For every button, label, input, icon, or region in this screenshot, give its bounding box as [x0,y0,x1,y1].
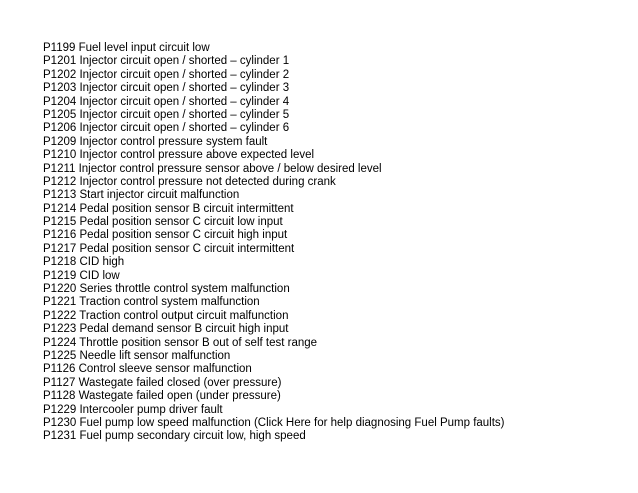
code-line: P1224 Throttle position sensor B out of self test range [43,336,318,349]
code-line: P1127 Wastegate failed closed (over pressure) [43,376,282,389]
code-line: P1217 Pedal position sensor C circuit intermittent [43,242,295,255]
code-line: P1202 Injector circuit open / shorted – cylinder 2 [43,68,290,81]
code-line: P1210 Injector control pressure above expected level [43,149,315,162]
code-line: P1225 Needle lift sensor malfunction [43,349,231,362]
code-line: P1126 Control sleeve sensor malfunction [43,363,252,376]
code-line: P1230 Fuel pump low speed malfunction (Click Here for help diagnosing Fuel Pump faults) [43,416,505,429]
code-line: P1205 Injector circuit open / shorted – cylinder 5 [43,108,290,121]
code-line: P1209 Injector control pressure system fault [43,135,268,148]
code-line: P1219 CID low [43,269,120,282]
code-line: P1215 Pedal position sensor C circuit low input [43,216,283,229]
trouble-code-list [43,42,505,444]
code-line: P1201 Injector circuit open / shorted – cylinder 1 [43,55,290,68]
code-line: P1218 CID high [43,256,125,269]
code-line: P1199 Fuel level input circuit low [43,42,210,54]
code-line: P1222 Traction control output circuit malfunction [43,309,289,322]
code-line: P1203 Injector circuit open / shorted – cylinder 3 [43,82,290,95]
code-line: P1212 Injector control pressure not detected during crank [43,175,336,188]
code-line: P1214 Pedal position sensor B circuit intermittent [43,202,294,215]
code-line: P1206 Injector circuit open / shorted – cylinder 6 [43,122,290,135]
code-line: P1213 Start injector circuit malfunction [43,189,240,202]
code-line: P1223 Pedal demand sensor B circuit high input [43,323,289,336]
code-line: P1220 Series throttle control system malfunction [43,283,290,296]
code-line: P1216 Pedal position sensor C circuit high input [43,229,288,242]
code-line: P1231 Fuel pump secondary circuit low, high speed [43,430,306,443]
code-line: P1229 Intercooler pump driver fault [43,403,223,416]
code-line: P1221 Traction control system malfunction [43,296,260,309]
code-line: P1128 Wastegate failed open (under pressure) [43,390,281,403]
code-line: P1211 Injector control pressure sensor above / below desired level [43,162,382,175]
code-line: P1204 Injector circuit open / shorted – cylinder 4 [43,95,290,108]
